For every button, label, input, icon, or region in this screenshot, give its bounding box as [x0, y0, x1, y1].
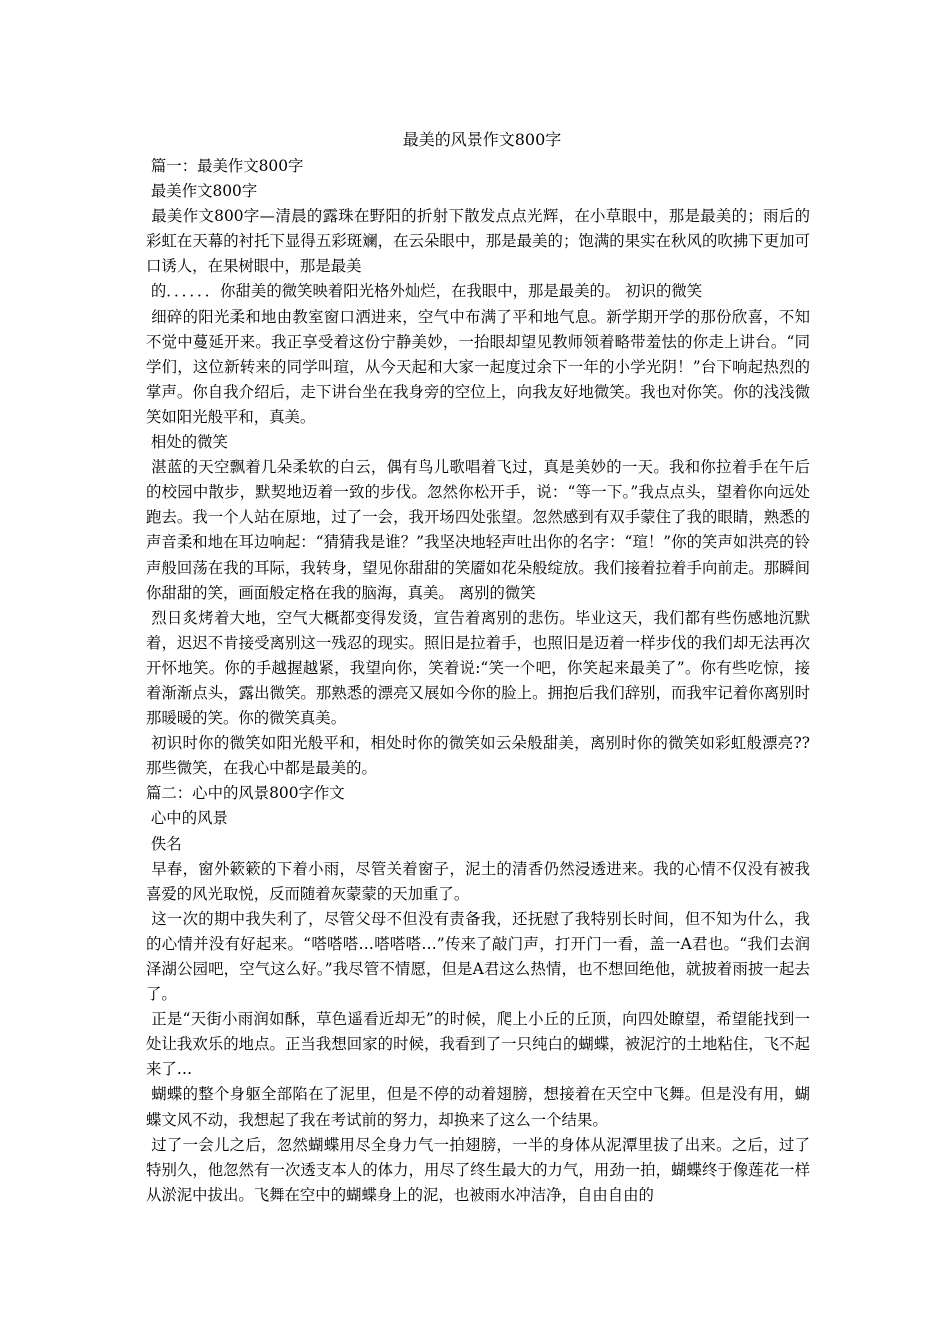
paragraph: 烈日炙烤着大地，空气大概都变得发烫，宣告着离别的悲伤。毕业这天，我们都有些伤感地沉默着，迟迟不肯接受离别这一残忍的现实。照旧是拉着手，也照旧是迈着一样步伐的我们却无法再次开怀地笑。你的手越握越紧，我望向你，笑着说:“笑一个吧，你笑起来最美了”。你有些吃惊，接着渐渐点头，露出微笑。那熟悉的漂亮又展如今你的脸上。拥抱后我们辞别，而我牢记着你离别时那暖暖的笑。你的微笑真美。	[146, 608, 810, 728]
author-line: 佚名	[146, 834, 182, 853]
essay-title-1: 最美作文800字	[146, 182, 258, 201]
paragraph: 最美作文800字—清晨的露珠在野阳的折射下散发点点光辉，在小草眼中，那是最美的；雨后的彩虹在天幕的衬托下显得五彩斑斓，在云朵眼中，那是最美的；饱满的果实在秋风的吹拂下更加可口诱人，在果树眼中，那是最美	[146, 207, 810, 276]
paragraph: 的．．．．．．你甜美的微笑映着阳光格外灿烂，在我眼中，那是最美的。 初识的微笑	[146, 282, 703, 301]
document-title: 最美的风景作文800字	[402, 130, 562, 149]
subheading: 相处的微笑	[146, 433, 228, 452]
paragraph: 正是“天街小雨润如酥，草色遥看近却无”的时候，爬上小丘的丘顶，向四处瞭望，希望能找到一处让我欢乐的地点。正当我想回家的时候，我看到了一只纯白的蝴蝶，被泥泞的土地粘住，飞不起来了…	[146, 1010, 810, 1079]
essay-title-2: 心中的风景	[146, 809, 228, 828]
document-page	[146, 128, 810, 1208]
paragraph: 这一次的期中我失利了，尽管父母不但没有责备我，还抚慰了我特别长时间，但不知为什么，我的心情并没有好起来。“嗒嗒嗒…嗒嗒嗒…”传来了敲门声，打开门一看，盖一A君也。“我们去润泽湖公园吧，空气这么好。”我尽管不情愿，但是A君这么热情，也不想回绝他，就披着雨披一起去了。	[146, 909, 810, 1004]
paragraph: 过了一会儿之后，忽然蝴蝶用尽全身力气一拍翅膀，一半的身体从泥潭里拔了出来。之后，过了特别久，他忽然有一次透支本人的体力，用尽了终生最大的力气，用劲一拍，蝴蝶终于像莲花一样从淤泥中拔出。飞舞在空中的蝴蝶身上的泥，也被雨水冲洁净，自由自由的	[146, 1135, 810, 1204]
paragraph: 细碎的阳光柔和地由教室窗口洒进来，空气中布满了平和地气息。新学期开学的那份欣喜，不知不觉中蔓延开来。我正享受着这份宁静美妙，一抬眼却望见教师领着略带羞怯的你走上讲台。“同学们，这位新转来的同学叫瑄，从今天起和大家一起度过余下一年的小学光阴！”台下响起热烈的掌声。你自我介绍后，走下讲台坐在我身旁的空位上，向我友好地微笑。我也对你笑。你的浅浅微笑如阳光般平和，真美。	[146, 307, 810, 426]
paragraph: 早春，窗外簌簌的下着小雨，尽管关着窗子，泥土的清香仍然浸透进来。我的心情不仅没有被我喜爱的风光取悦，反而随着灰蒙蒙的天加重了。	[146, 859, 810, 903]
paragraph: 湛蓝的天空飘着几朵柔软的白云，偶有鸟儿歌唱着飞过，真是美妙的一天。我和你拉着手在午后的校园中散步，默契地迈着一致的步伐。忽然你松开手，说：“等一下。”我点点头，望着你向远处跑去。我一个人站在原地，过了一会，我开场四处张望。忽然感到有双手蒙住了我的眼睛，熟悉的声音柔和地在耳边响起：“猜猜我是谁？”我坚决地轻声吐出你的名字：“瑄！”你的笑声如洪亮的铃声般回荡在我的耳际，我转身，望见你甜甜的笑靥如花朵般绽放。我们接着拉着手向前走。那瞬间你甜甜的笑，画面般定格在我的脑海，真美。 离别的微笑	[146, 458, 810, 602]
section-heading-1: 篇一：最美作文800字	[146, 157, 304, 175]
paragraph: 蝴蝶的整个身躯全部陷在了泥里，但是不停的动着翅膀，想接着在天空中飞舞。但是没有用，蝴蝶文风不动，我想起了我在考试前的努力，却换来了这么一个结果。	[146, 1085, 810, 1129]
section-heading-2: 篇二：心中的风景800字作文	[146, 784, 345, 803]
paragraph: 初识时你的微笑如阳光般平和，相处时你的微笑如云朵般甜美，离别时你的微笑如彩虹般漂亮??那些微笑，在我心中都是最美的。	[146, 734, 810, 778]
